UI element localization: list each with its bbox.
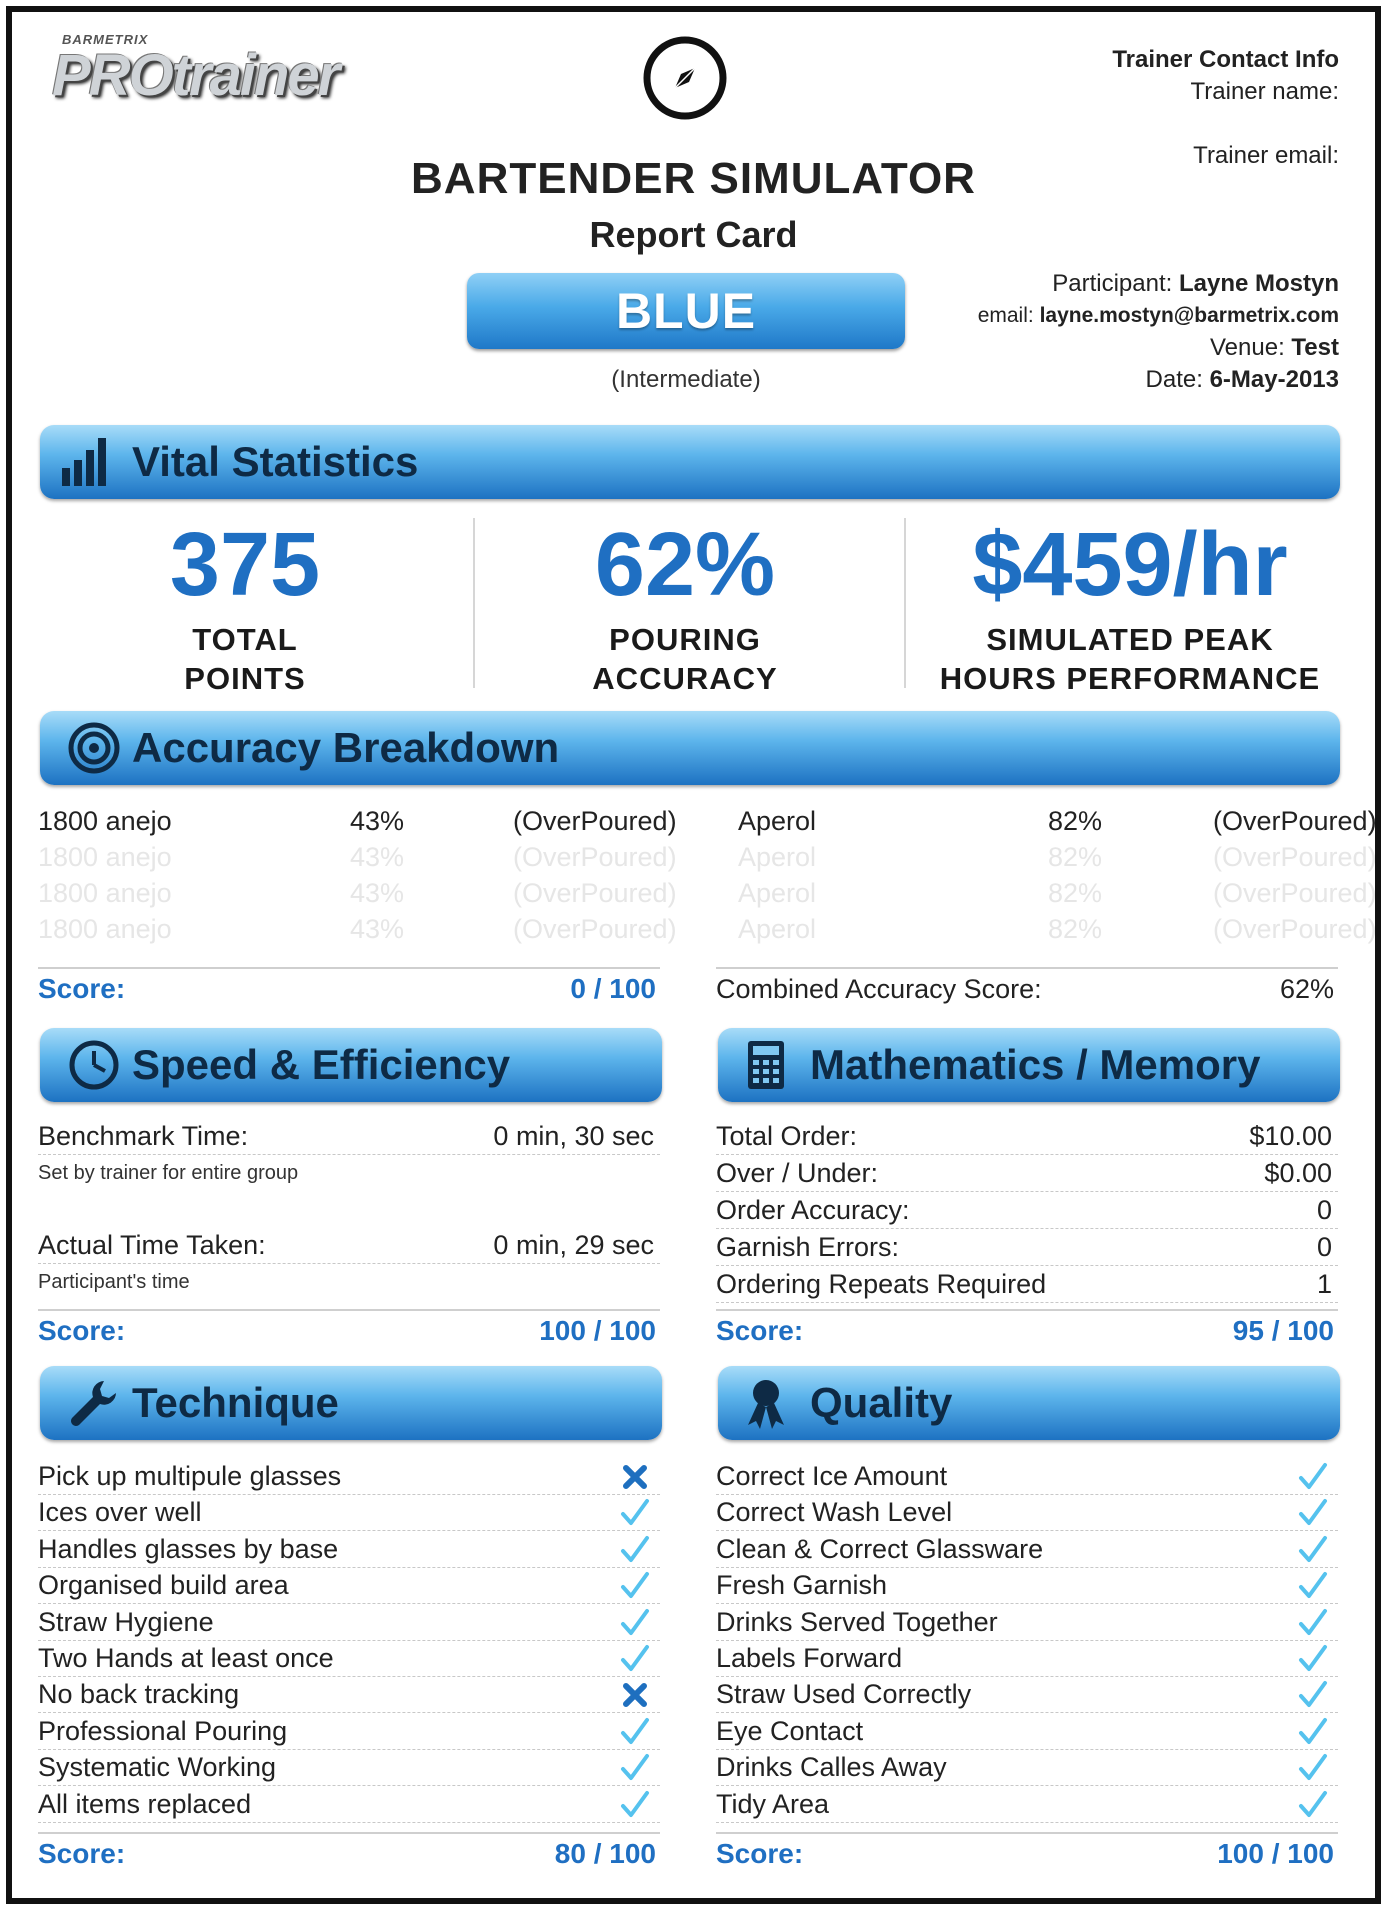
venue-value: Test [1291,334,1339,361]
checklist-label: Handles glasses by base [38,1533,339,1564]
section-title: Accuracy Breakdown [132,724,560,771]
actual-time-row [38,1227,660,1264]
accuracy-item-pct: 43% [350,914,405,944]
check-icon [1298,1498,1328,1528]
checklist-label: Clean & Correct Glassware [716,1533,1044,1564]
check-icon [620,1717,650,1747]
check-icon [1298,1790,1328,1820]
page-title: BARTENDER SIMULATOR [411,154,976,203]
check-icon [620,1644,650,1674]
logo: PROtrainer [52,43,339,108]
accuracy-item-pct: 82% [1048,914,1103,944]
trainer-contact-heading: Trainer Contact Info [1112,46,1339,73]
row-value: 0 [1316,1232,1332,1262]
accuracy-item-note: (OverPoured) [513,878,677,908]
accuracy-item-note: (OverPoured) [513,806,677,836]
checklist-label: Correct Wash Level [716,1497,953,1528]
checklist-label: No back tracking [38,1679,240,1710]
checklist-item [716,1640,1338,1677]
participant-name: Layne Mostyn [1178,270,1339,297]
row-label: Order Accuracy: [716,1195,910,1225]
technique-score [38,1832,660,1874]
checklist-item [38,1640,660,1677]
stat-caption: SIMULATED PEAK [986,622,1274,657]
score-value: 95 / 100 [1232,1315,1334,1346]
check-icon [1298,1535,1328,1565]
stat-caption: POINTS [184,661,306,696]
checklist-item [38,1494,660,1531]
row-value: 0 min, 29 sec [493,1230,654,1260]
accuracy-item-name: 1800 anejo [38,842,172,872]
math-score [716,1309,1338,1351]
check-icon [1298,1717,1328,1747]
stat-total-points [70,515,420,698]
check-icon [1298,1571,1328,1601]
date-label: Date: [1145,366,1203,393]
accuracy-item-name: 1800 anejo [38,878,172,908]
checklist-item [716,1494,1338,1531]
checklist-item [38,1531,660,1568]
quality-list [716,1458,1338,1822]
check-icon [620,1753,650,1783]
divider [473,518,475,688]
check-icon [1298,1462,1328,1492]
check-icon [1298,1753,1328,1783]
stat-pouring-accuracy [510,515,860,698]
accuracy-item-pct: 43% [350,878,405,908]
technique-header [40,1366,662,1440]
accuracy-item-name: Aperol [738,806,817,836]
combined-label: Combined Accuracy Score: [716,974,1042,1004]
checklist-label: Tidy Area [716,1788,830,1819]
row-value: $0.00 [1264,1158,1332,1188]
checklist-label: Systematic Working [38,1752,277,1783]
accuracy-item-name: 1800 anejo [38,914,172,944]
accuracy-item-note: (OverPoured) [1213,914,1377,944]
math-row [716,1229,1338,1266]
score-value: 0 / 100 [570,973,656,1004]
accuracy-item-name: Aperol [738,914,817,944]
level-badge: BLUE [467,273,905,349]
checklist-label: Two Hands at least once [38,1643,334,1673]
math-row [716,1192,1338,1229]
check-icon [620,1790,650,1820]
score-label: Score: [38,1315,126,1346]
row-value: 1 [1316,1269,1332,1299]
checklist-label: Eye Contact [716,1715,864,1746]
logo-brand: BARMETRIX [62,32,149,47]
accuracy-list [38,803,1377,953]
section-title: Speed & Efficiency [132,1041,511,1088]
checklist-item [716,1604,1338,1641]
accuracy-item-note: (OverPoured) [513,842,677,872]
benchmark-note: Set by trainer for entire group [38,1162,299,1184]
math-row [716,1266,1338,1303]
accuracy-item-note: (OverPoured) [513,914,677,944]
checklist-item [716,1458,1338,1495]
checklist-item [38,1713,660,1750]
checklist-item [716,1531,1338,1568]
score-value: 100 / 100 [539,1315,656,1346]
stat-caption: ACCURACY [592,661,778,696]
calculator-icon [740,1039,792,1091]
checklist-item [38,1458,660,1495]
checklist-item [38,1567,660,1604]
quality-header [718,1366,1340,1440]
row-value: 0 [1316,1195,1332,1225]
bar-chart-icon [60,436,112,488]
checklist-label: Ices over well [38,1497,202,1528]
accuracy-item-pct: 82% [1048,878,1103,908]
venue-label: Venue: [1210,334,1285,361]
stat-caption: HOURS PERFORMANCE [939,661,1321,696]
stat-value: 62% [594,515,776,615]
accuracy-item-name: Aperol [738,878,817,908]
compass-icon [643,36,727,120]
participant-email-label: email: [977,304,1034,327]
trainer-name-label: Trainer name: [1190,78,1339,105]
checklist-label: Drinks Served Together [716,1606,998,1637]
checklist-item [38,1749,660,1786]
check-icon [620,1571,650,1601]
vital-statistics-header [40,425,1340,499]
page-subtitle: Report Card [589,214,798,255]
stat-caption: TOTAL [192,622,298,657]
section-title: Mathematics / Memory [810,1041,1261,1088]
accuracy-item-name: Aperol [738,842,817,872]
score-value: 100 / 100 [1217,1838,1334,1869]
actual-time-note: Participant's time [38,1271,190,1293]
target-icon [68,722,120,774]
score-label: Score: [716,1838,804,1869]
score-value: 80 / 100 [554,1838,656,1869]
stat-value: 375 [169,515,321,615]
accuracy-item-name: 1800 anejo [38,806,172,836]
cross-icon [620,1462,650,1492]
check-icon [620,1608,650,1638]
math-memory-header [718,1028,1340,1102]
speed-score [38,1309,660,1351]
row-label: Total Order: [716,1121,858,1151]
checklist-label: Correct Ice Amount [716,1461,948,1491]
combined-accuracy [716,967,1338,1009]
checklist-item [716,1786,1338,1823]
divider [904,518,906,688]
checklist-label: Pick up multipule glasses [38,1461,342,1491]
checklist-item [38,1676,660,1713]
quality-score [716,1832,1338,1874]
score-label: Score: [38,973,126,1004]
participant-label: Participant: [1052,270,1173,297]
stat-value: $459/hr [972,515,1288,615]
checklist-label: Labels Forward [716,1643,903,1673]
stat-peak-performance [930,515,1330,698]
math-row [716,1118,1338,1155]
participant-email: layne.mostyn@barmetrix.com [1039,304,1339,327]
accuracy-item-pct: 82% [1048,806,1103,836]
row-value: $10.00 [1249,1121,1332,1151]
accuracy-item-pct: 82% [1048,842,1103,872]
checklist-item [716,1676,1338,1713]
score-label: Score: [38,1838,126,1869]
checklist-label: Organised build area [38,1570,289,1601]
section-title: Vital Statistics [132,438,419,485]
row-label: Benchmark Time: [38,1121,249,1151]
clock-icon [68,1039,120,1091]
date-value: 6-May-2013 [1209,366,1339,393]
check-icon [620,1498,650,1528]
checklist-item [38,1786,660,1823]
check-icon [1298,1644,1328,1674]
score-label: Score: [716,1315,804,1346]
checklist-label: Straw Hygiene [38,1606,214,1637]
section-title: Quality [810,1379,953,1426]
checklist-item [716,1749,1338,1786]
checklist-item [716,1713,1338,1750]
row-label: Ordering Repeats Required [716,1269,1047,1299]
accuracy-item-pct: 43% [350,842,405,872]
check-icon [1298,1608,1328,1638]
level-description: (Intermediate) [611,366,761,393]
accuracy-score [38,967,660,1009]
technique-list [38,1458,660,1822]
accuracy-breakdown-header [40,711,1340,785]
speed-efficiency-header [40,1028,662,1102]
cross-icon [620,1680,650,1710]
benchmark-row [38,1118,660,1155]
award-ribbon-icon [740,1377,792,1429]
check-icon [1298,1680,1328,1710]
checklist-label: Fresh Garnish [716,1570,888,1601]
checklist-label: All items replaced [38,1788,252,1819]
trainer-email-label: Trainer email: [1193,142,1339,169]
checklist-label: Straw Used Correctly [716,1679,972,1710]
row-value: 0 min, 30 sec [493,1121,654,1151]
row-label: Over / Under: [716,1158,879,1188]
math-row [716,1155,1338,1192]
trainer-contact [1112,44,1339,172]
participant-info [978,268,1339,396]
checklist-label: Professional Pouring [38,1715,288,1746]
row-label: Garnish Errors: [716,1232,900,1262]
checklist-item [716,1567,1338,1604]
combined-value: 62% [1279,974,1334,1004]
check-icon [620,1535,650,1565]
wrench-icon [68,1377,120,1429]
row-label: Actual Time Taken: [38,1230,266,1260]
accuracy-item-note: (OverPoured) [1213,842,1377,872]
accuracy-item-note: (OverPoured) [1213,878,1377,908]
accuracy-item-pct: 43% [350,806,405,836]
section-title: Technique [132,1379,339,1426]
checklist-label: Drinks Calles Away [716,1752,947,1783]
accuracy-item-note: (OverPoured) [1213,806,1377,836]
checklist-item [38,1604,660,1641]
stat-caption: POURING [609,622,761,657]
